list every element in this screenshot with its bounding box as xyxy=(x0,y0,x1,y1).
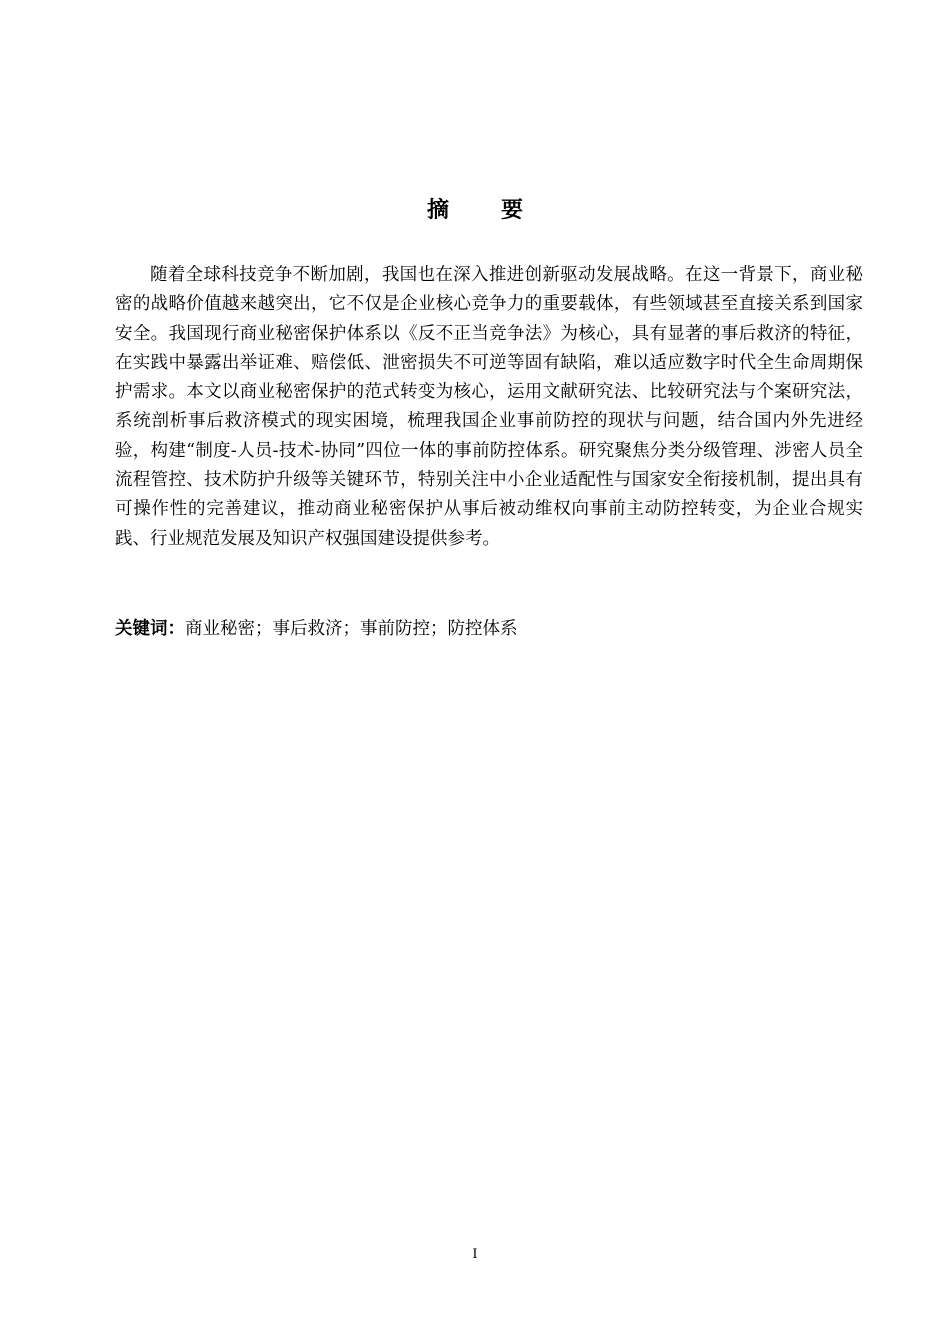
title-char-2: 要 xyxy=(501,198,524,223)
keywords-line xyxy=(115,615,863,644)
keywords-label: 关键词： xyxy=(115,619,185,639)
page-number: I xyxy=(472,1247,478,1262)
abstract-paragraph: 随着全球科技竞争不断加剧，我国也在深入推进创新驱动发展战略。在这一背景下，商业秘密的战略价值越来越突出，它不仅是企业核心竞争力的重要载体，有些领域甚至直接关系到国家安全。我国现行商业秘密保护体系以《反不正当竞争法》为核心，具有显著的事后救济的特征，在实践中暴露出举证难、赔偿低、泄密损失不可逆等固有缺陷，难以适应数字时代全生命周期保护需求。本文以商业秘密保护的范式转变为核心，运用文献研究法、比较研究法与个案研究法，系统剖析事后救济模式的现实困境，梳理我国企业事前防控的现状与问题，结合国内外先进经验，构建“制度-人员-技术-协同”四位一体的事前防控体系。研究聚焦分类分级管理、涉密人员全流程管控、技术防护升级等关键环节，特别关注中小企业适配性与国家安全衔接机制，提出具有可操作性的完善建议，推动商业秘密保护从事后被动维权向事前主动防控转变，为企业合规实践、行业规范发展及知识产权强国建设提供参考。 xyxy=(115,265,863,549)
keywords-value: 商业秘密；事后救济；事前防控；防控体系 xyxy=(185,619,518,639)
title-char-1: 摘 xyxy=(426,198,449,223)
abstract-title xyxy=(0,196,950,226)
